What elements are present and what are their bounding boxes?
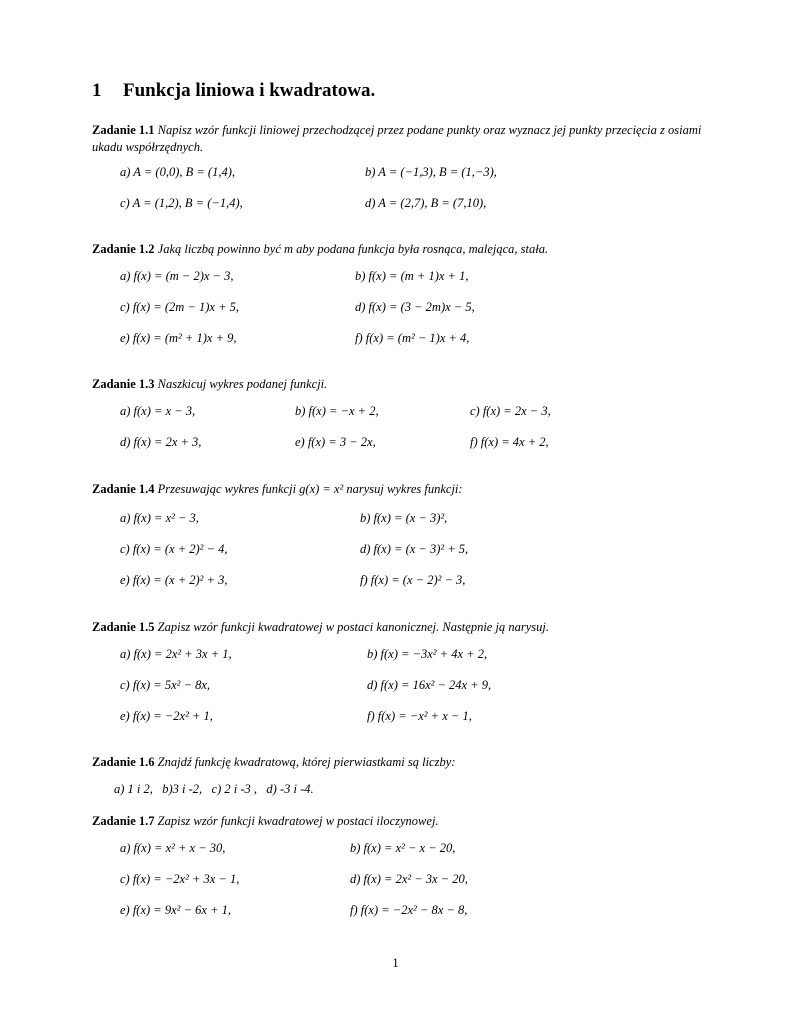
task-1-5-item-c: c) f(x) = 5x² − 8x, <box>120 678 211 692</box>
task-1-5-item-f: f) f(x) = −x² + x − 1, <box>367 709 472 723</box>
task-1-5-heading <box>92 619 722 636</box>
task-text: Jaką liczbą powinno być m aby podana funkcja była rosnąca, malejąca, stała. <box>157 242 549 256</box>
task-1-5-item-b: b) f(x) = −3x² + 4x + 2, <box>367 647 488 661</box>
task-1-7-item-f: f) f(x) = −2x² − 8x − 8, <box>350 903 468 917</box>
task-1-3-item-f: f) f(x) = 4x + 2, <box>470 435 549 449</box>
task-1-7-item-d: d) f(x) = 2x² − 3x − 20, <box>350 872 468 886</box>
task-label: Zadanie 1.4 <box>92 482 155 496</box>
task-label: Zadanie 1.1 <box>92 123 155 137</box>
task-text: Naszkicuj wykres podanej funkcji. <box>157 377 328 391</box>
task-text: Zapisz wzór funkcji kwadratowej w postaci iloczynowej. <box>157 814 439 828</box>
section-title: Funkcja liniowa i kwadratowa. <box>123 80 376 101</box>
task-1-5-item-d: d) f(x) = 16x² − 24x + 9, <box>367 678 492 692</box>
task-1-3-item-c: c) f(x) = 2x − 3, <box>470 404 551 418</box>
task-1-3-item-e: e) f(x) = 3 − 2x, <box>295 435 376 449</box>
task-text: Przesuwając wykres funkcji g(x) = x² narysuj wykres funkcji: <box>157 482 463 496</box>
task-1-4-item-e: e) f(x) = (x + 2)² + 3, <box>120 573 228 587</box>
task-1-2-item-f: f) f(x) = (m² − 1)x + 4, <box>355 331 470 345</box>
task-text: Znajdź funkcję kwadratową, której pierwiastkami są liczby: <box>157 755 456 769</box>
task-1-2-item-c: c) f(x) = (2m − 1)x + 5, <box>120 300 240 314</box>
section-number: 1 <box>92 80 102 101</box>
task-1-2-item-d: d) f(x) = (3 − 2m)x − 5, <box>355 300 475 314</box>
task-1-1-item-c: c) A = (1,2), B = (−1,4), <box>120 196 243 210</box>
task-1-6-heading <box>92 754 722 771</box>
task-1-2-heading <box>92 241 722 258</box>
task-1-5-item-a: a) f(x) = 2x² + 3x + 1, <box>120 647 232 661</box>
task-1-4-item-b: b) f(x) = (x − 3)², <box>360 511 448 525</box>
task-1-1-item-a: a) A = (0,0), B = (1,4), <box>120 165 236 179</box>
task-1-4-item-f: f) f(x) = (x − 2)² − 3, <box>360 573 466 587</box>
task-1-4-heading <box>92 481 722 498</box>
task-1-3-item-d: d) f(x) = 2x + 3, <box>120 435 202 449</box>
task-1-4-item-a: a) f(x) = x² − 3, <box>120 511 199 525</box>
task-1-7-item-e: e) f(x) = 9x² − 6x + 1, <box>120 903 231 917</box>
task-label: Zadanie 1.7 <box>92 814 155 828</box>
task-1-7-item-a: a) f(x) = x² + x − 30, <box>120 841 226 855</box>
task-1-2-item-e: e) f(x) = (m² + 1)x + 9, <box>120 331 237 345</box>
task-1-3-item-a: a) f(x) = x − 3, <box>120 404 196 418</box>
task-1-7-item-c: c) f(x) = −2x² + 3x − 1, <box>120 872 240 886</box>
page-number: 1 <box>392 956 399 970</box>
section-heading <box>92 80 375 102</box>
task-1-4-item-c: c) f(x) = (x + 2)² − 4, <box>120 542 228 556</box>
task-label: Zadanie 1.6 <box>92 755 155 769</box>
task-1-1-item-b: b) A = (−1,3), B = (1,−3), <box>365 165 497 179</box>
task-1-3-item-b: b) f(x) = −x + 2, <box>295 404 379 418</box>
task-1-7-heading <box>92 813 722 830</box>
task-label: Zadanie 1.2 <box>92 242 155 256</box>
task-1-1-heading <box>92 122 722 156</box>
task-text: Zapisz wzór funkcji kwadratowej w postaci kanonicznej. Następnie ją narysuj. <box>157 620 549 634</box>
task-1-7-item-b: b) f(x) = x² − x − 20, <box>350 841 456 855</box>
task-text: Napisz wzór funkcji liniowej przechodzącej przez podane punkty oraz wyznacz jej punkty przecięcia z osiami ukadu współrzędnych. <box>92 123 702 154</box>
task-1-2-item-a: a) f(x) = (m − 2)x − 3, <box>120 269 234 283</box>
task-1-1-item-d: d) A = (2,7), B = (7,10), <box>365 196 487 210</box>
task-1-5-item-e: e) f(x) = −2x² + 1, <box>120 709 213 723</box>
task-label: Zadanie 1.3 <box>92 377 155 391</box>
task-1-3-heading <box>92 376 722 393</box>
task-1-6-items: a) 1 i 2, b)3 i -2, c) 2 i -3 , d) -3 i -4. <box>114 782 314 796</box>
task-1-4-item-d: d) f(x) = (x − 3)² + 5, <box>360 542 469 556</box>
task-1-2-item-b: b) f(x) = (m + 1)x + 1, <box>355 269 469 283</box>
task-label: Zadanie 1.5 <box>92 620 155 634</box>
